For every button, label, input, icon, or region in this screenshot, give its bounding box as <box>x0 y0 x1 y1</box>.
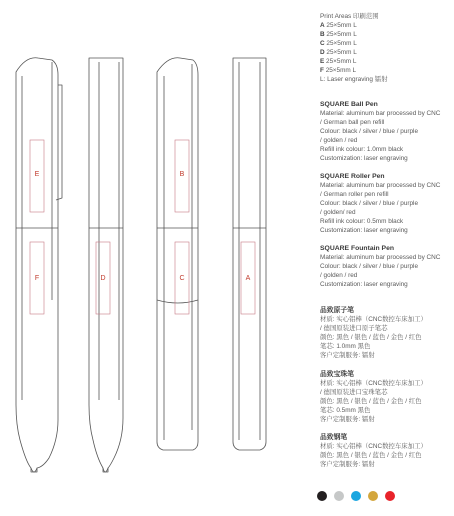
spec-line: 笔芯: 1.0mm 黑色 <box>320 343 371 350</box>
spec-line: / 德国原装进口原子笔芯 <box>320 325 388 332</box>
spec-line: 颜色: 黑色 / 银色 / 蓝色 / 金色 / 红色 <box>320 398 422 405</box>
print-area-row: B 25×5mm L <box>320 31 357 38</box>
colour-swatches <box>317 491 395 501</box>
spec-line: Material: aluminum bar processed by CNC <box>320 110 441 117</box>
spec-ball-pen <box>320 100 440 163</box>
ball-pen-capped <box>16 58 62 472</box>
spec-cn-roller-pen <box>320 370 427 424</box>
spec-title: SQUARE Ball Pen <box>320 101 378 108</box>
spec-line: Colour: black / silver / blue / purple <box>320 200 419 207</box>
spec-line: Refill ink colour: 1.0mm black <box>320 146 404 153</box>
spec-line: Customization: laser engraving <box>320 155 408 162</box>
ball-pen-open <box>89 58 123 472</box>
print-areas-list <box>320 12 388 84</box>
spec-line: Material: aluminum bar processed by CNC <box>320 182 441 189</box>
swatch-silver <box>334 491 344 501</box>
spec-line: / German roller pen refill <box>320 191 389 198</box>
spec-line: 客户定制服务: 镭射 <box>320 416 375 423</box>
label-f: F <box>34 275 40 282</box>
spec-cn-ball-pen <box>320 306 427 360</box>
spec-line: / 德国原装进口宝珠笔芯 <box>320 389 388 396</box>
print-area-row: D 25×5mm L <box>320 49 357 56</box>
spec-line: 材质: 实心铝棒（CNC数控车床加工） <box>320 316 427 323</box>
spec-title: SQUARE Roller Pen <box>320 173 385 180</box>
print-area-row: C 25×5mm L <box>320 40 357 47</box>
print-area-row: F 25×5mm L <box>320 67 357 74</box>
spec-line: 材质: 实心铝棒（CNC数控车床加工） <box>320 380 427 387</box>
spec-line: 颜色: 黑色 / 银色 / 蓝色 / 金色 / 红色 <box>320 334 422 341</box>
spec-fountain-pen <box>320 244 440 289</box>
spec-line: Material: aluminum bar processed by CNC <box>320 254 441 261</box>
print-area-row: A 25×5mm L <box>320 22 357 29</box>
label-c: C <box>179 275 185 282</box>
print-area-row: E 25×5mm L <box>320 58 357 65</box>
spec-roller-pen <box>320 172 440 235</box>
spec-line: / golden / red <box>320 137 358 144</box>
spec-line: / German ball pen refill <box>320 119 385 126</box>
spec-cn-fountain-pen <box>320 433 427 469</box>
spec-line: 颜色: 黑色 / 银色 / 蓝色 / 金色 / 红色 <box>320 452 422 459</box>
spec-line: 客户定制服务: 镭射 <box>320 461 375 468</box>
spec-line: Customization: laser engraving <box>320 227 408 234</box>
fountain-pen <box>233 58 266 450</box>
label-e: E <box>34 171 40 178</box>
swatch-blue <box>351 491 361 501</box>
spec-line: Colour: black / silver / blue / purple <box>320 128 419 135</box>
label-b: B <box>179 171 185 178</box>
roller-pen-capped <box>157 58 198 450</box>
spec-line: Refill ink colour: 0.5mm black <box>320 218 404 225</box>
spec-title: 品致钢笔 <box>320 434 348 441</box>
label-d: D <box>100 275 106 282</box>
spec-title: SQUARE Fountain Pen <box>320 245 395 252</box>
spec-line: / golden/ red <box>320 209 356 216</box>
spec-line: / golden / red <box>320 272 358 279</box>
laser-note: L: Laser engraving 镭射 <box>320 76 388 83</box>
swatch-black <box>317 491 327 501</box>
swatch-golden <box>368 491 378 501</box>
spec-line: 材质: 实心铝棒（CNC数控车床加工） <box>320 443 427 450</box>
spec-line: Colour: black / silver / blue / purple <box>320 263 419 270</box>
spec-line: Customization: laser engraving <box>320 281 408 288</box>
spec-line: 客户定制服务: 镭射 <box>320 352 375 359</box>
spec-title: 品致宝珠笔 <box>320 371 354 378</box>
print-areas-title: Print Areas 印刷范围 <box>320 13 379 20</box>
spec-title: 品致原子笔 <box>320 307 354 314</box>
spec-line: 笔芯: 0.5mm 黑色 <box>320 407 371 414</box>
label-a: A <box>245 275 251 282</box>
swatch-red <box>385 491 395 501</box>
